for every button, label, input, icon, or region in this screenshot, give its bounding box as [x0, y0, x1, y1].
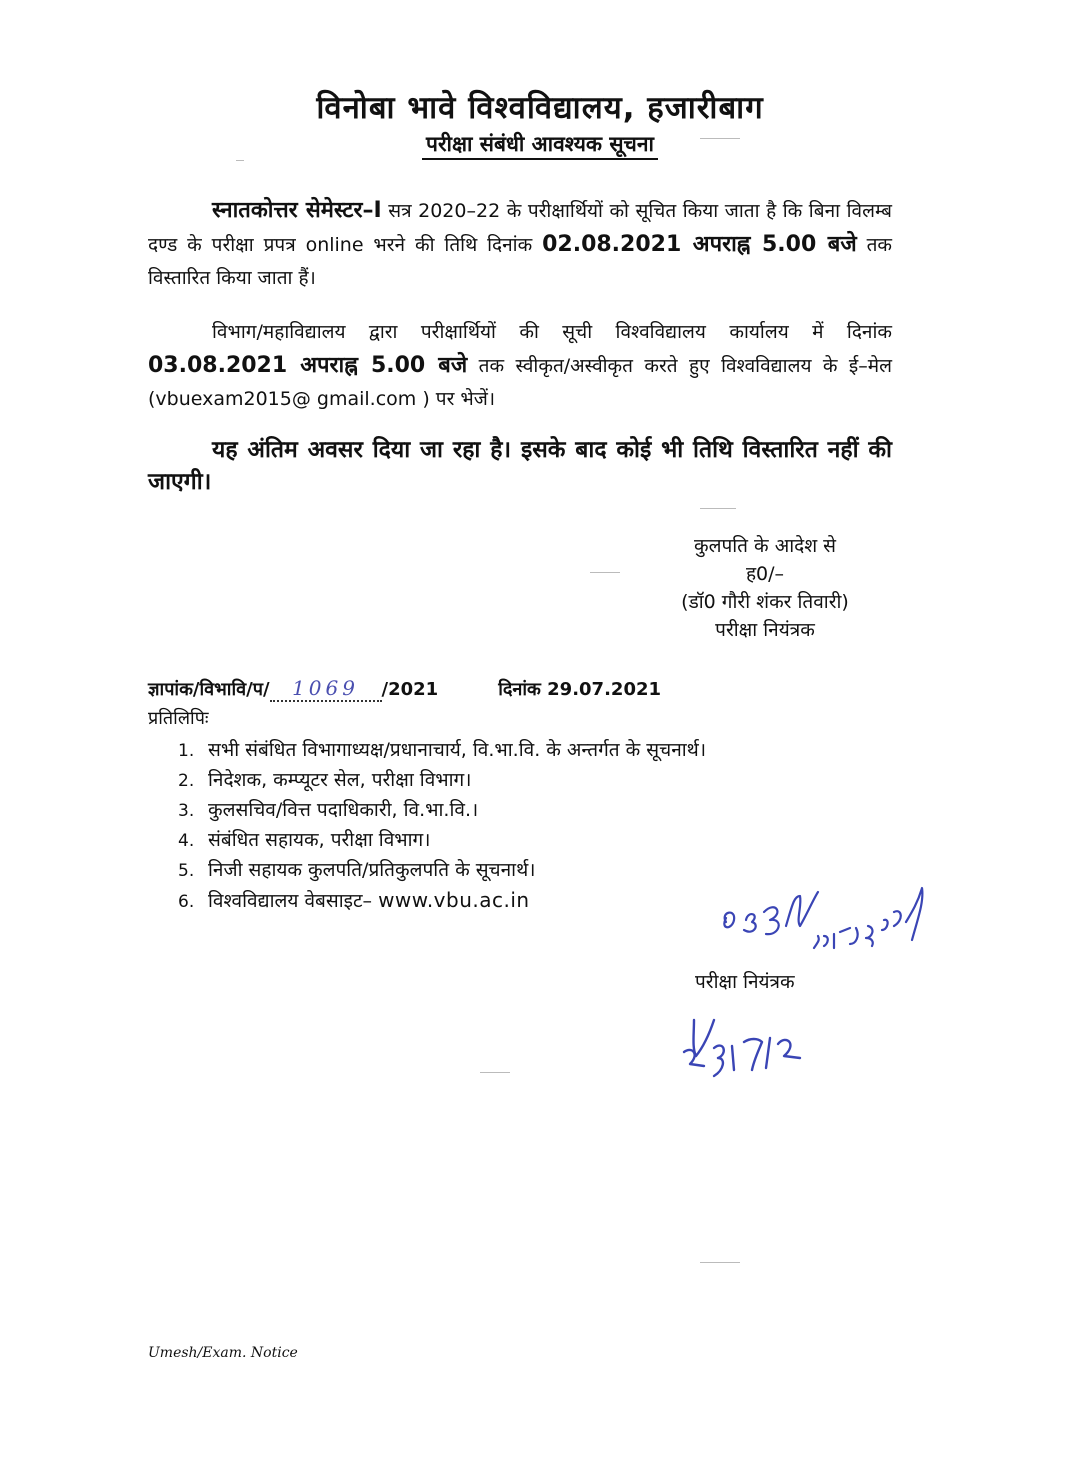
paragraph-2-end: तक स्वीकृत/अस्वीकृत करते हुए विश्वविद्यालय के ई–मेल (vbuexam2015@ gmail.com ) पर भेजें। [148, 355, 892, 410]
handwritten-signature-1 [716, 882, 946, 962]
final-chance-text: यह अंतिम अवसर दिया जा रहा है। इसके बाद कोई भी तिथि विस्तारित नहीं की जाएगी। [148, 437, 892, 495]
memo-reference [148, 676, 908, 702]
footer-reference: Umesh/Exam. Notice [148, 1345, 298, 1361]
paragraph-2 [148, 316, 892, 416]
copy-label: प्रतिलिपिः [148, 708, 209, 729]
memo-year: /2021 [381, 679, 439, 700]
scan-speck [700, 508, 736, 509]
list-item: 2. निदेशक, कम्प्यूटर सेल, परीक्षा विभाग। [178, 769, 472, 791]
paragraph-1-end: तक विस्तारित किया जाता हैं। [148, 234, 892, 289]
handwritten-signature-2 [680, 990, 810, 1080]
paragraph-2-text: विभाग/महाविद्यालय द्वारा परीक्षार्थियों की सूची विश्वविद्यालय कार्यालय में दिनांक [212, 321, 892, 343]
paragraph-1 [148, 194, 892, 295]
deadline-1: 02.08.2021 अपराह्न 5.00 बजे [542, 232, 857, 257]
paragraph-3 [148, 434, 892, 498]
memo-number: 1069 [270, 676, 382, 702]
list-item: 5. निजी सहायक कुलपति/प्रतिकुलपति के सूचनार्थ। [178, 859, 536, 881]
notice-subtitle [0, 130, 1080, 158]
signatory-name: (डॉ0 गौरी शंकर तिवारी) [681, 591, 849, 613]
list-item: 3. कुलसचिव/वित्त पदाधिकारी, वि.भा.वि.। [178, 799, 479, 821]
controller-label-2: परीक्षा नियंत्रक [695, 971, 795, 993]
semester-label: स्नातकोत्तर सेमेस्टर–I [212, 198, 382, 223]
paragraph-1-text: सत्र 2020–22 के परीक्षार्थियों को सूचित किया जाता है कि बिना विलम्ब दण्ड के परीक्षा प्रपत्र online भरने की तिथि दिनांक [148, 200, 892, 256]
notice-subtitle-text: परीक्षा संबंधी आवश्यक सूचना [422, 132, 658, 160]
signature-block [630, 532, 900, 644]
list-item: 1. सभी संबंधित विभागाध्यक्ष/प्रधानाचार्य, वि.भा.वि. के अन्तर्गत के सूचनार्थ। [178, 739, 707, 761]
memo-date: दिनांक 29.07.2021 [498, 679, 662, 700]
scan-speck [700, 1262, 740, 1263]
scan-speck [480, 1072, 510, 1073]
list-item: 6. विश्वविद्यालय वेबसाइट– www.vbu.ac.in [178, 888, 530, 912]
scan-speck [236, 160, 244, 161]
university-title: विनोबा भावे विश्वविद्यालय, हजारीबाग [316, 90, 764, 126]
scan-speck [700, 138, 740, 139]
list-item: 4. संबंधित सहायक, परीक्षा विभाग। [178, 829, 431, 851]
deadline-2: 03.08.2021 अपराह्न 5.00 बजे [148, 353, 468, 378]
website-link[interactable]: www.vbu.ac.in [378, 888, 530, 912]
by-order-line: कुलपति के आदेश से [694, 535, 836, 557]
signed-mark: ह0/– [745, 563, 785, 585]
signatory-designation: परीक्षा नियंत्रक [715, 619, 815, 641]
memo-prefix: ज्ञापांक/विभावि/प/ [148, 679, 270, 700]
scan-speck [590, 572, 620, 573]
